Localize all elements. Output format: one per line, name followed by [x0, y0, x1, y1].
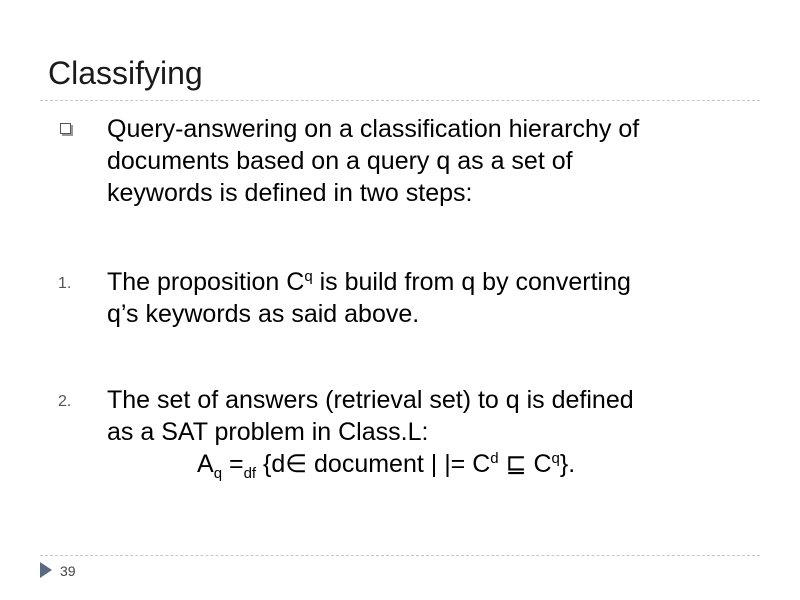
intro-line-2: documents based on a query q as a set of	[107, 147, 573, 175]
step-2-line-2	[107, 416, 747, 448]
formula-set: {d∈ document | |= C	[256, 450, 491, 478]
intro-line-1: Query-answering on a classification hierarchy of	[107, 115, 640, 143]
title-divider	[40, 100, 760, 101]
page-number: 39	[60, 563, 76, 579]
formula-subscript-df: df	[243, 465, 257, 482]
step-1-paragraph	[107, 266, 747, 330]
step-1-marker: 1.	[58, 275, 72, 292]
formula-subsumes: ⊑ C	[498, 450, 552, 478]
formula-superscript-d: d	[490, 450, 499, 467]
step-2-marker: 2.	[58, 393, 72, 410]
formula-subscript-q: q	[213, 465, 223, 482]
slide-title: Classifying	[48, 55, 203, 91]
step-1-text-b: is build from q by converting	[312, 268, 631, 296]
step-2-line-2-suffix: L:	[407, 418, 429, 446]
step-2-line-1: The set of answers (retrieval set) to q is defined	[107, 386, 634, 414]
footer-arrow-icon	[40, 562, 52, 578]
step-1-text-a: The proposition C	[107, 268, 305, 296]
formula-end: }.	[559, 450, 576, 478]
formula-a: A	[197, 450, 214, 478]
step-1-line-1	[107, 266, 747, 298]
retrieval-formula	[107, 448, 747, 480]
footer-divider	[40, 555, 760, 556]
step-2-line-2-text: as a SAT problem in Class.	[107, 418, 408, 446]
step-1-line-2: q’s keywords as said above.	[107, 300, 420, 328]
step-1-superscript-q: q	[304, 268, 313, 285]
step-2-paragraph	[107, 384, 747, 480]
formula-equals: =	[222, 450, 244, 478]
checkbox-bullet-icon	[60, 123, 71, 134]
intro-paragraph	[107, 113, 747, 209]
intro-line-3: keywords is defined in two steps:	[107, 179, 473, 207]
formula-superscript-q: q	[551, 450, 560, 467]
